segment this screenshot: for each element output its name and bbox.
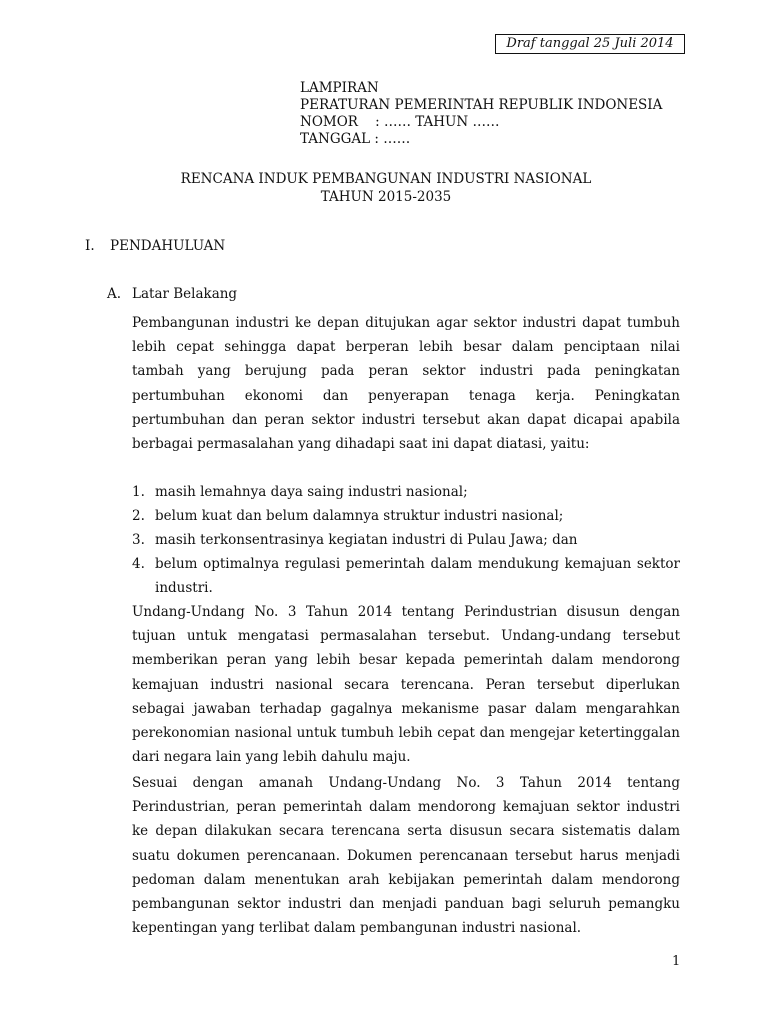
list-item bbox=[132, 528, 680, 552]
paragraph-1: Pembangunan industri ke depan ditujukan agar sektor industri dapat tumbuh lebih cepat sehingga dapat berperan lebih besar dalam penciptaan nilai tambah yang berujung pada peran sektor industri pada peningkatan pertumbuhan ekonomi dan penyerapan tenaga kerja. Peningkatan pertumbuhan dan peran sektor industri tersebut akan dapat dicapai apabila berbagai permasalahan yang dihadapi saat ini dapat diatasi, yaitu: bbox=[132, 315, 680, 453]
section-number: I. bbox=[85, 238, 95, 254]
list-item bbox=[132, 480, 680, 504]
regulation-title: PERATURAN PEMERINTAH REPUBLIK INDONESIA bbox=[300, 97, 663, 113]
list-marker: 4. bbox=[132, 556, 145, 572]
list-marker: 1. bbox=[132, 484, 145, 500]
list-marker: 3. bbox=[132, 532, 145, 548]
subsection-heading bbox=[107, 286, 237, 302]
subsection-number: A. bbox=[107, 286, 122, 302]
list-item bbox=[132, 552, 680, 600]
page-number: 1 bbox=[672, 954, 681, 969]
list-marker: 2. bbox=[132, 508, 145, 524]
list-item-text: belum kuat dan belum dalamnya struktur industri nasional; bbox=[155, 508, 564, 524]
section-heading bbox=[85, 238, 225, 254]
list-item-text: masih lemahnya daya saing industri nasional; bbox=[155, 484, 468, 500]
subsection-title: Latar Belakang bbox=[132, 286, 238, 302]
draft-date-box: Draf tanggal 25 Juli 2014 bbox=[495, 34, 685, 54]
lampiran-header bbox=[300, 80, 700, 148]
list-item-text: belum optimalnya regulasi pemerintah dalam mendukung kemajuan sektor industri. bbox=[155, 556, 680, 596]
section-title: PENDAHULUAN bbox=[110, 238, 226, 254]
problem-list bbox=[132, 480, 680, 600]
regulation-date: TANGGAL : …… bbox=[300, 131, 411, 147]
lampiran-label: LAMPIRAN bbox=[300, 80, 379, 96]
list-item-text: masih terkonsentrasinya kegiatan industri di Pulau Jawa; dan bbox=[155, 532, 578, 548]
paragraph-2: Undang-Undang No. 3 Tahun 2014 tentang Perindustrian disusun dengan tujuan untuk mengatasi permasalahan tersebut. Undang-undang tersebut memberikan peran yang lebih besar kepada pemerintah dalam mendorong kemajuan industri nasional secara terencana. Peran tersebut diperlukan sebagai jawaban terhadap gagalnya mekanisme pasar dalam mengarahkan perekonomian nasional untuk tumbuh lebih cepat dan mengejar ketertinggalan dari negara lain yang lebih dahulu maju. bbox=[132, 604, 680, 766]
regulation-number: NOMOR : …… TAHUN …… bbox=[300, 114, 500, 130]
document-title-line-2: TAHUN 2015-2035 bbox=[320, 189, 452, 205]
document-title bbox=[0, 170, 768, 206]
document-title-line-1: RENCANA INDUK PEMBANGUNAN INDUSTRI NASIONAL bbox=[180, 171, 592, 187]
paragraph-3: Sesuai dengan amanah Undang-Undang No. 3 Tahun 2014 tentang Perindustrian, peran pemerintah dalam mendorong kemajuan sektor industri ke depan dilakukan secara terencana serta disusun secara sistematis dalam suatu dokumen perencanaan. Dokumen perencanaan tersebut harus menjadi pedoman dalam menentukan arah kebijakan pemerintah dalam mendorong pembangunan sektor industri dan menjadi panduan bagi seluruh pemangku kepentingan yang terlibat dalam pembangunan industri nasional. bbox=[132, 775, 680, 937]
list-item bbox=[132, 504, 680, 528]
